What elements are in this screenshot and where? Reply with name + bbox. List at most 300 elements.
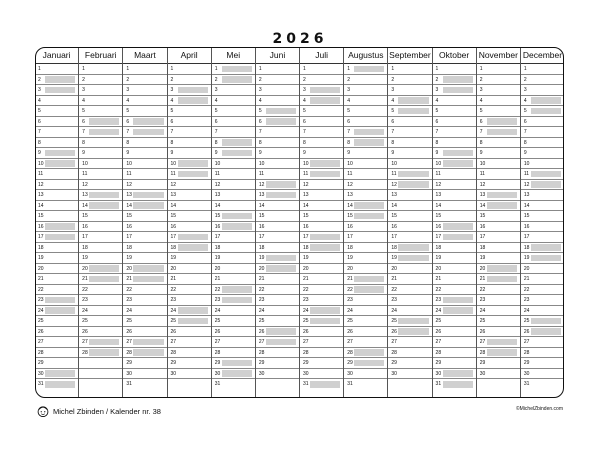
- day-number: 10: [258, 160, 265, 167]
- day-number: 30: [258, 370, 265, 377]
- day-number: 2: [38, 76, 41, 83]
- day-number: 31: [126, 381, 132, 387]
- day-number: 11: [258, 171, 265, 177]
- day-number: 11: [435, 171, 441, 177]
- day-number: 13: [435, 192, 442, 198]
- day-number: 2: [523, 76, 527, 83]
- day-number: 24: [38, 307, 44, 314]
- day-number: 1: [303, 66, 306, 72]
- day-number: 5: [347, 108, 350, 114]
- day-number: 25: [214, 318, 221, 324]
- day-number: 22: [303, 286, 309, 293]
- day-number: 28: [391, 349, 397, 356]
- day-number: 26: [126, 328, 132, 335]
- day-number: 11: [391, 171, 397, 177]
- day-number: 19: [214, 255, 221, 261]
- day-number: 10: [126, 160, 132, 167]
- day-number: 22: [435, 286, 442, 293]
- day-number: 16: [38, 223, 44, 230]
- day-number: 19: [391, 255, 397, 261]
- day-number: 12: [303, 181, 309, 188]
- day-number: 9: [435, 150, 439, 156]
- day-number: 22: [38, 286, 44, 293]
- day-number: 15: [214, 213, 221, 219]
- day-number: 6: [347, 118, 350, 125]
- day-number: 4: [391, 97, 395, 104]
- day-number: 14: [38, 202, 44, 209]
- day-number: 22: [258, 286, 265, 293]
- day-number: 5: [258, 108, 262, 114]
- day-number: 6: [303, 118, 306, 125]
- day-number: 25: [126, 318, 132, 324]
- day-number: 20: [347, 265, 353, 272]
- day-number: 30: [303, 370, 309, 377]
- day-number: 24: [435, 307, 442, 314]
- day-number: 9: [38, 150, 41, 156]
- day-number: 17: [435, 234, 442, 240]
- day-number: 24: [258, 307, 265, 314]
- day-number: 3: [303, 87, 306, 93]
- month-header: November: [477, 47, 520, 64]
- day-number: 18: [303, 244, 309, 251]
- day-number: 26: [391, 328, 397, 335]
- day-number: 9: [170, 150, 174, 156]
- day-number: 29: [258, 360, 265, 366]
- day-number: 17: [38, 234, 44, 240]
- day-number: 30: [214, 370, 221, 377]
- day-number: 27: [214, 339, 221, 345]
- day-number: 24: [523, 307, 530, 314]
- day-number: 2: [126, 76, 130, 83]
- day-number: 28: [435, 349, 442, 356]
- day-number: 16: [258, 223, 265, 230]
- day-number: 10: [303, 160, 309, 167]
- day-number: 20: [303, 265, 309, 272]
- month-header: April: [168, 47, 211, 64]
- day-number: 22: [479, 286, 486, 293]
- day-number: 6: [82, 118, 85, 125]
- day-number: 2: [435, 76, 439, 83]
- day-number: 5: [523, 108, 527, 114]
- day-number: 15: [479, 213, 486, 219]
- day-number: 12: [214, 181, 221, 188]
- day-number: 25: [303, 318, 309, 324]
- month-header: Januari: [35, 47, 78, 64]
- day-number: 9: [214, 150, 218, 156]
- calendar-frame: [35, 47, 564, 398]
- day-number: 11: [303, 171, 309, 177]
- day-number: 15: [38, 213, 44, 219]
- day-number: 1: [126, 66, 130, 72]
- day-number: 12: [347, 181, 353, 188]
- day-number: 28: [479, 349, 486, 356]
- day-number: 11: [347, 171, 353, 177]
- day-number: 28: [523, 349, 530, 356]
- page-title: 2026: [272, 31, 328, 47]
- month-header: Februari: [79, 47, 122, 64]
- day-number: 14: [303, 202, 309, 209]
- day-number: 26: [479, 328, 486, 335]
- day-number: 7: [523, 129, 527, 135]
- day-number: 2: [347, 76, 350, 83]
- day-number: 23: [303, 297, 309, 303]
- day-number: 25: [479, 318, 486, 324]
- day-number: 8: [347, 139, 350, 146]
- day-number: 3: [82, 87, 85, 93]
- day-number: 21: [523, 276, 530, 282]
- day-number: 20: [258, 265, 265, 272]
- day-number: 24: [82, 307, 88, 314]
- day-number: 28: [214, 349, 221, 356]
- month-header: September: [388, 47, 431, 64]
- day-number: 31: [435, 381, 442, 387]
- day-number: 25: [170, 318, 177, 324]
- day-number: 20: [82, 265, 88, 272]
- day-number: 27: [391, 339, 397, 345]
- day-number: 27: [479, 339, 486, 345]
- month-header: Maart: [123, 47, 166, 64]
- day-number: 23: [347, 297, 353, 303]
- day-number: 16: [82, 223, 88, 230]
- day-number: 20: [523, 265, 530, 272]
- day-number: 4: [126, 97, 130, 104]
- day-number: 17: [523, 234, 530, 240]
- day-number: 24: [479, 307, 486, 314]
- day-number: 7: [258, 129, 262, 135]
- day-number: 27: [523, 339, 530, 345]
- day-number: 22: [391, 286, 397, 293]
- day-number: 20: [170, 265, 177, 272]
- day-number: 19: [347, 255, 353, 261]
- day-number: 26: [523, 328, 530, 335]
- day-number: 21: [214, 276, 221, 282]
- day-number: 20: [435, 265, 442, 272]
- day-number: 6: [391, 118, 395, 125]
- day-number: 14: [214, 202, 221, 209]
- day-number: 3: [38, 87, 41, 93]
- day-number: 31: [303, 381, 309, 387]
- day-number: 3: [479, 87, 483, 93]
- day-number: 26: [82, 328, 88, 335]
- day-number: 10: [347, 160, 353, 167]
- day-number: 5: [126, 108, 130, 114]
- day-number: 28: [258, 349, 265, 356]
- day-number: 19: [303, 255, 309, 261]
- day-number: 9: [258, 150, 262, 156]
- day-number: 12: [523, 181, 530, 188]
- day-number: 3: [214, 87, 218, 93]
- day-number: 19: [479, 255, 486, 261]
- day-number: 3: [258, 87, 262, 93]
- day-number: 16: [435, 223, 442, 230]
- month-header: Juni: [256, 47, 299, 64]
- day-number: 19: [435, 255, 442, 261]
- day-number: 27: [170, 339, 177, 345]
- day-number: 12: [435, 181, 442, 188]
- day-number: 10: [391, 160, 397, 167]
- month-header: Augustus: [344, 47, 387, 64]
- day-number: 25: [258, 318, 265, 324]
- day-number: 30: [170, 370, 177, 377]
- day-number: 21: [435, 276, 442, 282]
- day-number: 6: [38, 118, 41, 125]
- day-number: 4: [214, 97, 218, 104]
- footer-site: ©MichelZbinden.com: [515, 406, 563, 412]
- day-number: 13: [214, 192, 221, 198]
- day-number: 24: [170, 307, 177, 314]
- day-number: 5: [214, 108, 218, 114]
- day-number: 23: [126, 297, 132, 303]
- day-number: 7: [126, 129, 130, 135]
- day-number: 21: [303, 276, 309, 282]
- day-number: 13: [170, 192, 177, 198]
- day-number: 4: [523, 97, 527, 104]
- day-number: 8: [523, 139, 527, 146]
- day-number: 7: [170, 129, 174, 135]
- day-number: 25: [435, 318, 442, 324]
- day-number: 4: [303, 97, 306, 104]
- day-number: 27: [303, 339, 309, 345]
- day-number: 15: [82, 213, 88, 219]
- face-logo-icon: [36, 404, 50, 418]
- day-number: 4: [347, 97, 350, 104]
- day-number: 23: [214, 297, 221, 303]
- day-number: 23: [391, 297, 397, 303]
- day-number: 9: [126, 150, 130, 156]
- day-number: 18: [258, 244, 265, 251]
- day-number: 12: [170, 181, 177, 188]
- day-number: 1: [170, 66, 174, 72]
- day-number: 23: [258, 297, 265, 303]
- day-number: 28: [38, 349, 44, 356]
- day-number: 24: [391, 307, 397, 314]
- day-number: 16: [523, 223, 530, 230]
- day-number: 14: [126, 202, 132, 209]
- day-number: 14: [523, 202, 530, 209]
- day-number: 13: [391, 192, 397, 198]
- day-number: 29: [347, 360, 353, 366]
- day-number: 26: [170, 328, 177, 335]
- day-number: 2: [391, 76, 395, 83]
- day-number: 13: [523, 192, 530, 198]
- day-number: 12: [82, 181, 88, 188]
- day-number: 29: [126, 360, 132, 366]
- day-number: 15: [391, 213, 397, 219]
- day-number: 18: [38, 244, 44, 251]
- day-number: 12: [38, 181, 44, 188]
- day-number: 8: [38, 139, 41, 146]
- day-number: 9: [523, 150, 527, 156]
- day-number: 19: [126, 255, 132, 261]
- day-number: 17: [391, 234, 397, 240]
- day-number: 19: [258, 255, 265, 261]
- day-number: 29: [303, 360, 309, 366]
- day-number: 22: [82, 286, 88, 293]
- day-number: 8: [303, 139, 306, 146]
- day-number: 3: [523, 87, 527, 93]
- day-number: 21: [170, 276, 177, 282]
- day-number: 22: [170, 286, 177, 293]
- day-number: 29: [391, 360, 397, 366]
- day-number: 19: [523, 255, 530, 261]
- day-number: 14: [347, 202, 353, 209]
- day-number: 29: [523, 360, 530, 366]
- day-number: 18: [391, 244, 397, 251]
- day-number: 22: [126, 286, 132, 293]
- day-number: 21: [391, 276, 397, 282]
- day-number: 24: [126, 307, 132, 314]
- day-number: 18: [170, 244, 177, 251]
- day-number: 17: [82, 234, 88, 240]
- day-number: 22: [347, 286, 353, 293]
- day-number: 18: [126, 244, 132, 251]
- day-number: 5: [435, 108, 439, 114]
- day-number: 6: [258, 118, 262, 125]
- day-number: 24: [347, 307, 353, 314]
- day-number: 5: [38, 108, 41, 114]
- day-number: 26: [347, 328, 353, 335]
- day-number: 27: [258, 339, 265, 345]
- day-number: 29: [479, 360, 486, 366]
- day-number: 25: [523, 318, 530, 324]
- day-number: 7: [38, 129, 41, 135]
- day-number: 7: [214, 129, 218, 135]
- day-number: 1: [391, 66, 395, 72]
- day-number: 27: [435, 339, 442, 345]
- day-number: 17: [258, 234, 265, 240]
- footer-brand: [36, 404, 161, 418]
- day-number: 26: [258, 328, 265, 335]
- day-number: 18: [347, 244, 353, 251]
- day-number: 6: [479, 118, 483, 125]
- day-number: 4: [435, 97, 439, 104]
- day-number: 28: [303, 349, 309, 356]
- day-number: 16: [214, 223, 221, 230]
- day-number: 17: [479, 234, 486, 240]
- day-number: 6: [214, 118, 218, 125]
- day-number: 9: [82, 150, 85, 156]
- day-number: 15: [126, 213, 132, 219]
- day-number: 3: [126, 87, 130, 93]
- day-number: 28: [126, 349, 132, 356]
- day-number: 11: [214, 171, 220, 177]
- day-number: 9: [303, 150, 306, 156]
- day-number: 14: [258, 202, 265, 209]
- day-number: 8: [170, 139, 174, 146]
- day-number: 18: [214, 244, 221, 251]
- day-number: 9: [347, 150, 350, 156]
- day-number: 5: [82, 108, 85, 114]
- day-number: 2: [82, 76, 85, 83]
- day-number: 30: [347, 370, 353, 377]
- day-number: 1: [38, 66, 41, 72]
- day-number: 29: [38, 360, 44, 366]
- day-number: 18: [523, 244, 530, 251]
- day-number: 1: [82, 66, 85, 72]
- day-number: 4: [38, 97, 41, 104]
- day-number: 25: [38, 318, 44, 324]
- day-number: 31: [347, 381, 353, 387]
- day-number: 13: [347, 192, 353, 198]
- day-number: 15: [435, 213, 442, 219]
- day-number: 16: [126, 223, 132, 230]
- day-number: 15: [347, 213, 353, 219]
- day-number: 21: [38, 276, 44, 282]
- month-header: Juli: [300, 47, 343, 64]
- day-number: 23: [82, 297, 88, 303]
- day-number: 9: [391, 150, 395, 156]
- day-number: 11: [126, 171, 132, 177]
- day-number: 30: [479, 370, 486, 377]
- day-number: 30: [391, 370, 397, 377]
- day-number: 31: [523, 381, 530, 387]
- day-number: 7: [347, 129, 350, 135]
- day-number: 11: [523, 171, 530, 177]
- day-number: 3: [347, 87, 350, 93]
- day-number: 13: [258, 192, 265, 198]
- day-number: 16: [303, 223, 309, 230]
- day-number: 3: [170, 87, 174, 93]
- day-number: 8: [126, 139, 130, 146]
- day-number: 24: [214, 307, 221, 314]
- day-number: 11: [479, 171, 485, 177]
- footer-brand-text: Michel Zbinden / Kalender nr. 38: [53, 406, 161, 416]
- day-number: 11: [170, 171, 176, 177]
- day-number: 2: [479, 76, 483, 83]
- day-number: 19: [82, 255, 88, 261]
- day-number: 31: [38, 381, 44, 387]
- day-number: 12: [391, 181, 397, 188]
- day-number: 25: [391, 318, 397, 324]
- day-number: 7: [435, 129, 439, 135]
- day-number: 27: [82, 339, 88, 345]
- day-number: 16: [391, 223, 397, 230]
- day-number: 15: [170, 213, 177, 219]
- day-number: 20: [126, 265, 132, 272]
- day-number: 3: [435, 87, 439, 93]
- day-number: 29: [435, 360, 442, 366]
- day-number: 13: [126, 192, 132, 198]
- day-number: 16: [479, 223, 486, 230]
- day-number: 4: [170, 97, 174, 104]
- day-number: 10: [479, 160, 486, 167]
- day-number: 12: [479, 181, 486, 188]
- day-number: 8: [258, 139, 262, 146]
- day-number: 23: [38, 297, 44, 303]
- day-number: 23: [435, 297, 442, 303]
- day-number: 20: [479, 265, 486, 272]
- day-number: 11: [38, 171, 44, 177]
- day-number: 17: [347, 234, 353, 240]
- day-number: 10: [214, 160, 221, 167]
- day-number: 26: [38, 328, 44, 335]
- day-number: 2: [258, 76, 262, 83]
- day-number: 5: [303, 108, 306, 114]
- month-header: Oktober: [433, 47, 476, 64]
- day-number: 27: [347, 339, 353, 345]
- day-number: 21: [347, 276, 353, 282]
- day-number: 14: [82, 202, 88, 209]
- day-number: 28: [347, 349, 353, 356]
- day-number: 9: [479, 150, 483, 156]
- day-number: 1: [435, 66, 439, 72]
- day-number: 29: [170, 360, 177, 366]
- day-number: 23: [479, 297, 486, 303]
- day-number: 13: [479, 192, 486, 198]
- day-number: 19: [170, 255, 177, 261]
- day-number: 4: [479, 97, 483, 104]
- day-number: 14: [170, 202, 177, 209]
